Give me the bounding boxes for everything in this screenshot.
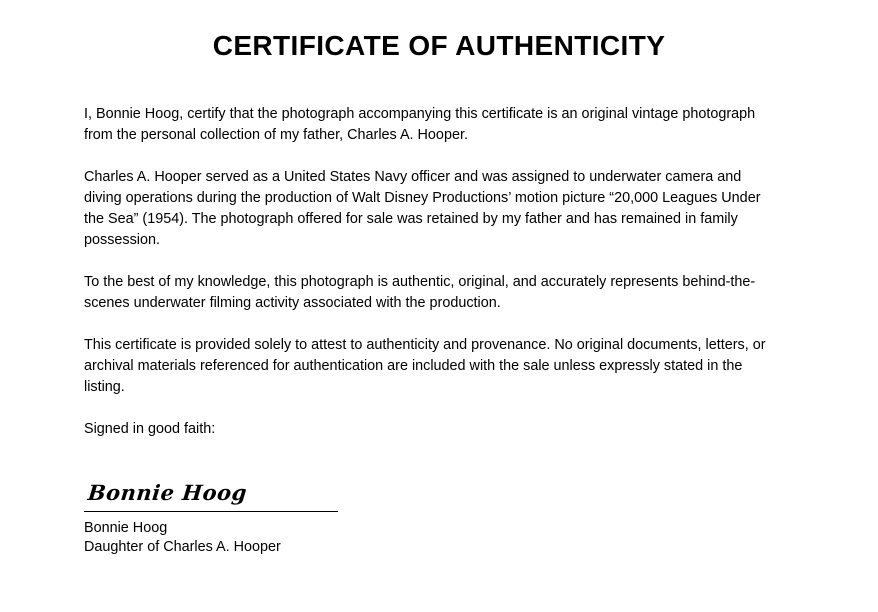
handwritten-signature: Bonnie Hoog [86, 480, 249, 505]
signature-line [84, 511, 338, 512]
paragraph-provenance: Charles A. Hooper served as a United States Navy officer and was assigned to underwater camera and diving operations during the production of Walt Disney Productions’ motion picture “20,000 Leagues Under the Sea” (1954). The photograph offered for sale was retained by my father and has remained in family possession. [84, 169, 761, 248]
certificate-body [0, 104, 878, 440]
signature-block [0, 480, 878, 557]
paragraph-signed-in-good-faith: Signed in good faith: [84, 421, 216, 437]
signatory-relationship: Daughter of Charles A. Hooper [84, 539, 281, 555]
page-title: CERTIFICATE OF AUTHENTICITY [212, 30, 666, 61]
paragraph-disclaimer: This certificate is provided solely to attest to authenticity and provenance. No original documents, letters, or archival materials referenced for authentication are included with the sale unless expressly stated in the listing. [84, 337, 766, 395]
paragraph-attestation: To the best of my knowledge, this photograph is authentic, original, and accurately represents behind-the-scenes underwater filming activity associated with the production. [84, 274, 756, 311]
signatory-name: Bonnie Hoog [84, 520, 168, 536]
paragraph-intro: I, Bonnie Hoog, certify that the photograph accompanying this certificate is an original vintage photograph from the personal collection of my father, Charles A. Hooper. [84, 106, 756, 143]
